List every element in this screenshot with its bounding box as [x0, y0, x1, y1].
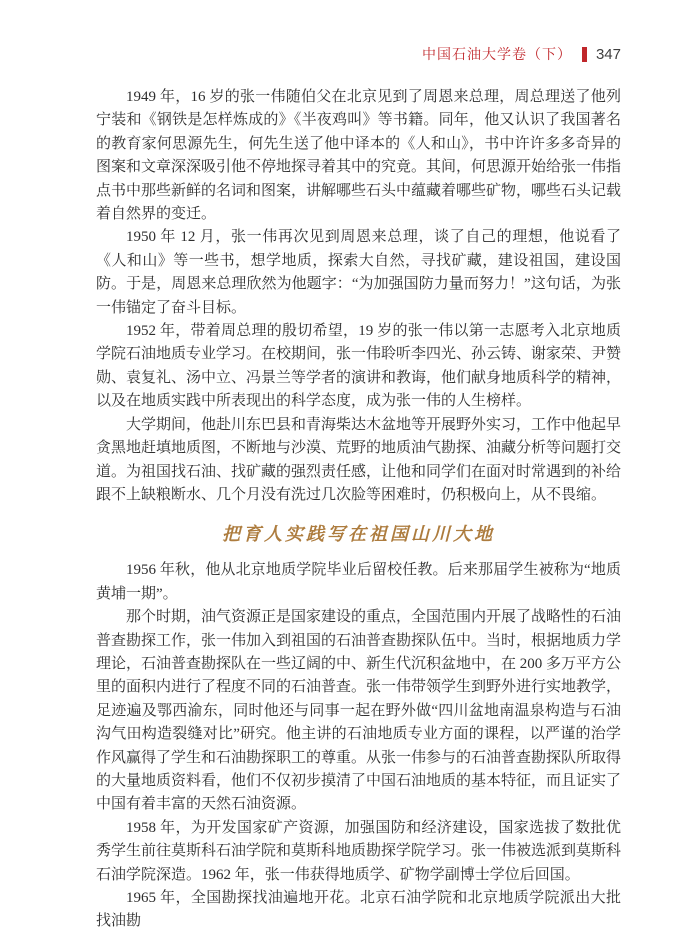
paragraph-1965: 1965 年，全国勘探找油遍地开花。北京石油学院和北京地质学院派出大批找油勘	[96, 890, 621, 930]
paragraph-1952: 1952 年，带着周总理的殷切希望，19 岁的张一伟以第一志愿考入北京地质学院石油地质专业学习。在校期间，张一伟聆听李四光、孙云铸、谢家荣、尹赞勋、袁复礼、汤中立、冯景兰等学者的演讲和教诲，他们献身地质科学的精神，以及在地质实践中所表现出的科学态度，成为张一伟的人生榜样。	[96, 323, 622, 410]
page-content	[96, 86, 621, 934]
paragraph-survey-era: 那个时期，油气资源正是国家建设的重点，全国范围内开展了战略性的石油普查勘探工作，张一伟加入到祖国的石油普查勘探队伍中。当时，根据地质力学理论，石油普查勘探队在一些辽阔的中、新生代沉积盆地中，在 200 多万平方公里的面积内进行了程度不同的石油普查。张一伟带领学生到野外进行实地教学，足迹遍及鄂西渝东，同时他还与同事一起在野外做“四川盆地南温泉构造与石油沟气田构造裂缝对比”研究。他主讲的石油地质专业方面的课程，以严谨的治学作风赢得了学生和石油勘探职工的尊重。从张一伟参与的石油普查勘探队所取得的大量地质资料看，他们不仅初步摸清了中国石油地质的基本特征，而且证实了中国有着丰富的天然石油资源。	[96, 609, 622, 813]
volume-title: 中国石油大学卷（下）	[421, 48, 572, 63]
header-separator-bar	[582, 47, 587, 62]
paragraph-1958: 1958 年，为开发国家矿产资源，加强国防和经济建设，国家选拔了数批优秀学生前往莫斯科石油学院和莫斯科地质勘探学院学习。张一伟被选派到莫斯科石油学院深造。1962 年，张一伟获得地质学、矿物学副博士学位后回国。	[96, 819, 622, 883]
paragraph-1950: 1950 年 12 月，张一伟再次见到周恩来总理，谈了自己的理想，他说看了《人和山》等一些书，想学地质，探索大自然，寻找矿藏，建设祖国，建设国防。于是，周恩来总理欣然为他题字：“为加强国防力量而努力！”这句话，为张一伟锚定了奋斗目标。	[96, 229, 621, 316]
running-head	[422, 44, 621, 64]
paragraph-university-fieldwork: 大学期间，他赴川东巴县和青海柴达木盆地等开展野外实习，工作中他起早贪黑地赶填地质图，不断地与沙漠、荒野的地质油气勘探、油藏分析等问题打交道。为祖国找石油、找矿藏的强烈责任感，让他和同学们在面对时常遇到的补给跟不上缺粮断水、几个月没有洗过几次脸等困难时，仍积极向上，从不畏缩。	[96, 416, 622, 503]
paragraph-1956: 1956 年秋，他从北京地质学院毕业后留校任教。后来那届学生被称为“地质黄埔一期”。	[96, 562, 621, 602]
section-heading: 把育人实践写在祖国山川大地	[222, 524, 495, 545]
paragraph-1949: 1949 年，16 岁的张一伟随伯父在北京见到了周恩来总理，周总理送了他列宁装和《钢铁是怎样炼成的》《半夜鸡叫》等书籍。同年，他又认识了我国著名的教育家何思源先生，何先生送了他中译本的《人和山》，书中许许多多奇异的图案和文章深深吸引他不停地探寻着其中的究竟。其间，何思源开始给张一伟指点书中那些新鲜的名词和图案，讲解哪些石头中蕴藏着哪些矿物，哪些石头记载着自然界的变迁。	[96, 89, 622, 223]
page-number: 347	[595, 45, 621, 63]
